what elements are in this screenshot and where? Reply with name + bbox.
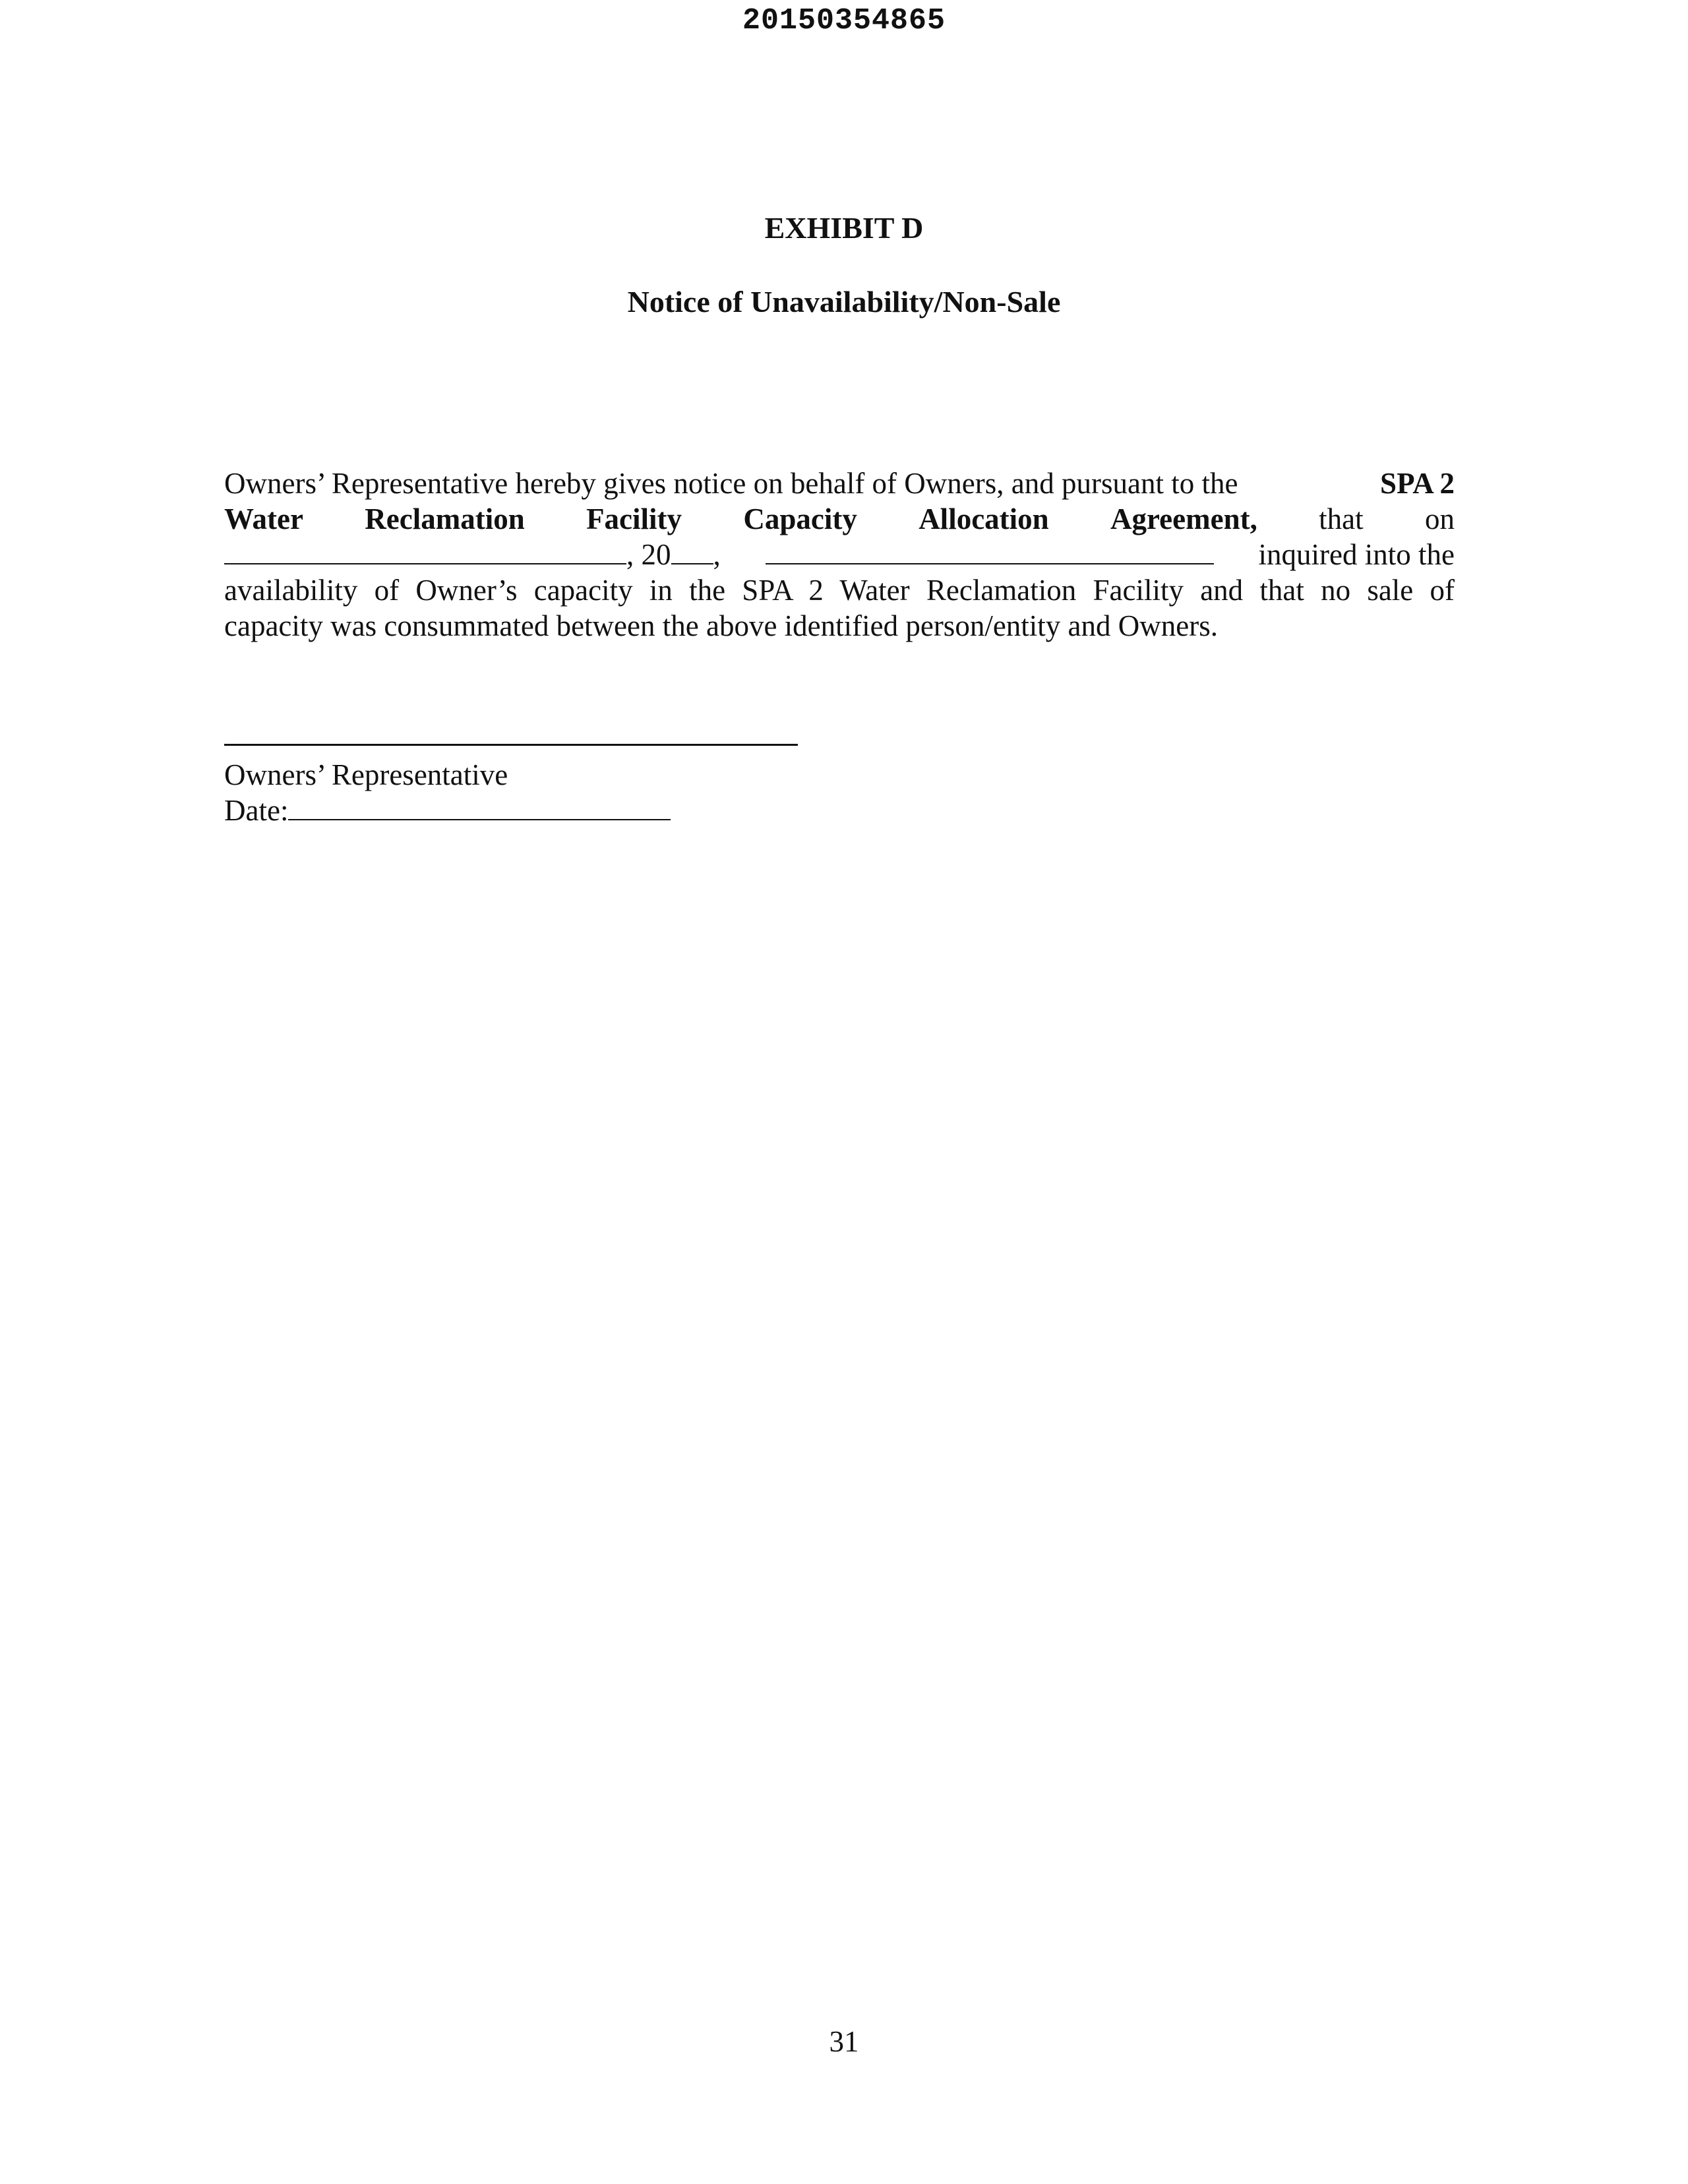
notice-line-5: [224, 608, 1455, 644]
year-prefix: , 20: [626, 538, 671, 571]
page-number: 31: [829, 2025, 859, 2058]
signature-date-blank[interactable]: [288, 795, 671, 820]
date-blank[interactable]: [224, 539, 626, 564]
person-entity-blank[interactable]: [766, 539, 1214, 564]
agreement-word: Reclamation: [365, 502, 525, 535]
signature-label: Owners’ Representative: [224, 758, 508, 791]
signature-date-row: [224, 793, 671, 828]
agreement-word: Capacity: [743, 502, 857, 535]
notice-line-4-text: availability of Owner’s capacity in the SPA 2 Water Reclamation Facility and that no sale of: [224, 574, 1455, 607]
agreement-word: Agreement,: [1110, 502, 1257, 535]
notice-line-3-tail: inquired into the: [1258, 538, 1455, 571]
exhibit-subtitle: Notice of Unavailability/Non-Sale: [627, 285, 1061, 318]
document-number: 20150354865: [742, 4, 946, 38]
agreement-word: Allocation: [919, 502, 1049, 535]
date-label: Date:: [224, 794, 289, 827]
exhibit-title: EXHIBIT D: [764, 211, 924, 245]
notice-line-2: [224, 501, 1455, 537]
agreement-word: Water: [224, 502, 303, 535]
notice-line-3: [224, 537, 1455, 572]
signature-line[interactable]: [224, 744, 798, 746]
notice-line-5-text: capacity was consummated between the above identified person/entity and Owners.: [224, 609, 1218, 642]
notice-line-4: [224, 572, 1455, 608]
date-year-group: [224, 537, 721, 572]
notice-line-1-text: Owners’ Representative hereby gives notice on behalf of Owners, and pursuant to the: [224, 467, 1238, 500]
notice-word: on: [1424, 502, 1455, 535]
notice-word: that: [1319, 502, 1364, 535]
year-blank[interactable]: [671, 539, 713, 564]
notice-line-1: [224, 466, 1455, 501]
notice-line-1-bold: SPA 2: [1380, 467, 1455, 500]
agreement-word: Facility: [586, 502, 682, 535]
comma: ,: [713, 538, 721, 571]
